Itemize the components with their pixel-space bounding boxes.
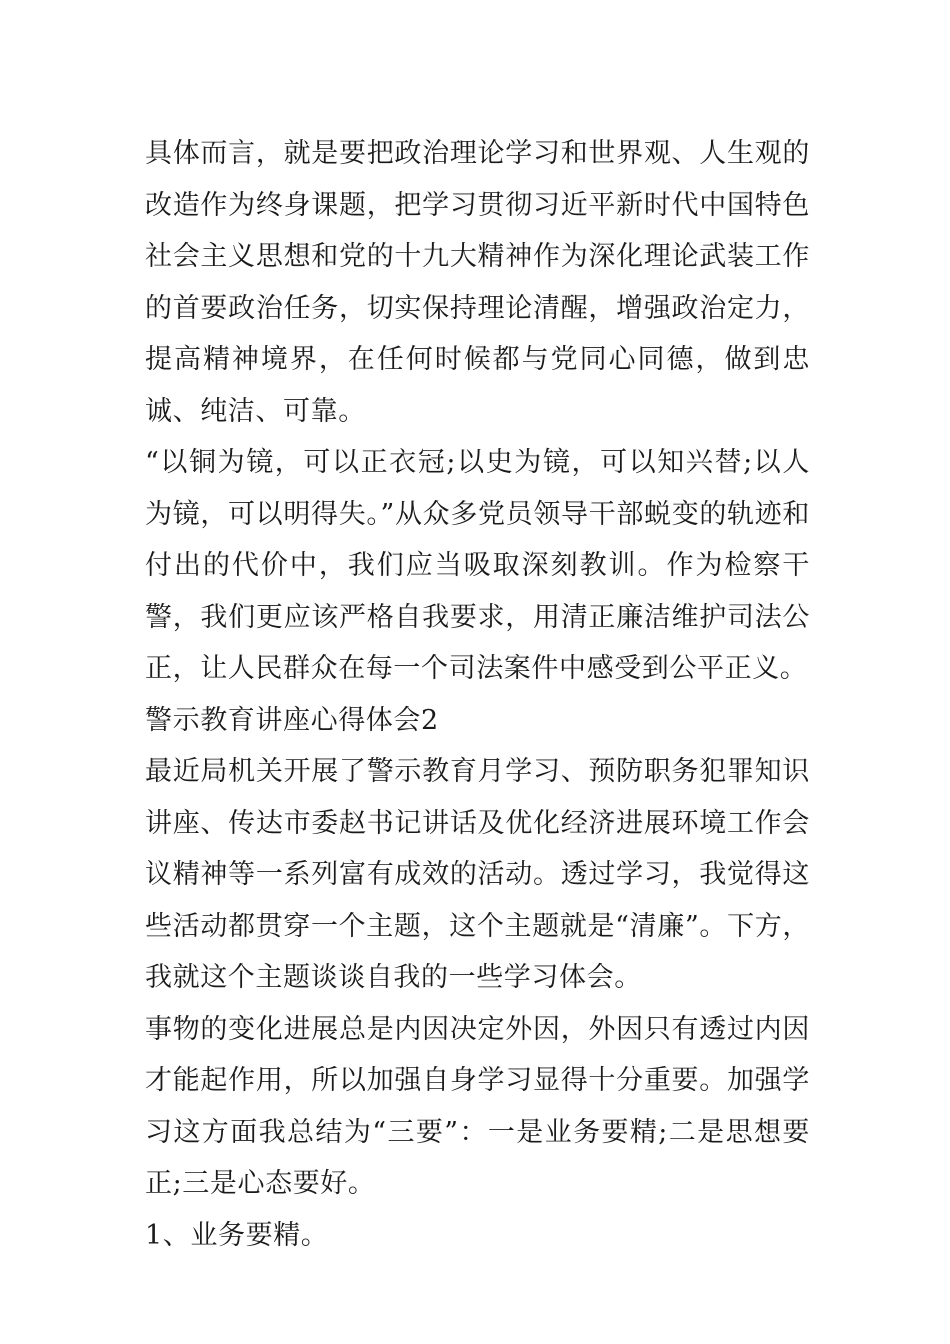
section-heading: 警示教育讲座心得体会2 — [145, 704, 439, 736]
paragraph-internal-cause: 事物的变化进展总是内因决定外因，外因只有透过内因才能起作用，所以加强自身学习显得十分重要。加强学习这方面我总结为“三要”：一是业务要精;二是思想要正;三是心态要好。 — [145, 1013, 810, 1199]
paragraph-mirror-quote: “以铜为镜，可以正衣冠;以史为镜，可以知兴替;以人为镜，可以明得失。”从众多党员领导干部蜕变的轨迹和付出的代价中，我们应当吸取深刻教训。作为检察干警，我们更应该严格自我要求，用清正廉洁维护司法公正，让人民群众在每一个司法案件中感受到公平正义。 — [145, 447, 810, 684]
paragraph-activities: 最近局机关开展了警示教育月学习、预防职务犯罪知识讲座、传达市委赵书记讲话及优化经济进展环境工作会议精神等一系列富有成效的活动。透过学习，我觉得这些活动都贯穿一个主题，这个主题就是“清廉”。下方，我就这个主题谈谈自我的一些学习体会。 — [145, 756, 810, 993]
list-item-business: 1、业务要精。 — [145, 1219, 329, 1251]
paragraph-political-study: 具体而言，就是要把政治理论学习和世界观、人生观的改造作为终身课题，把学习贯彻习近平新时代中国特色社会主义思想和党的十九大精神作为深化理论武装工作的首要政治任务，切实保持理论清醒，增强政治定力，提高精神境界，在任何时候都与党同心同德，做到忠诚、纯洁、可靠。 — [145, 138, 810, 427]
document-body — [145, 128, 810, 1261]
